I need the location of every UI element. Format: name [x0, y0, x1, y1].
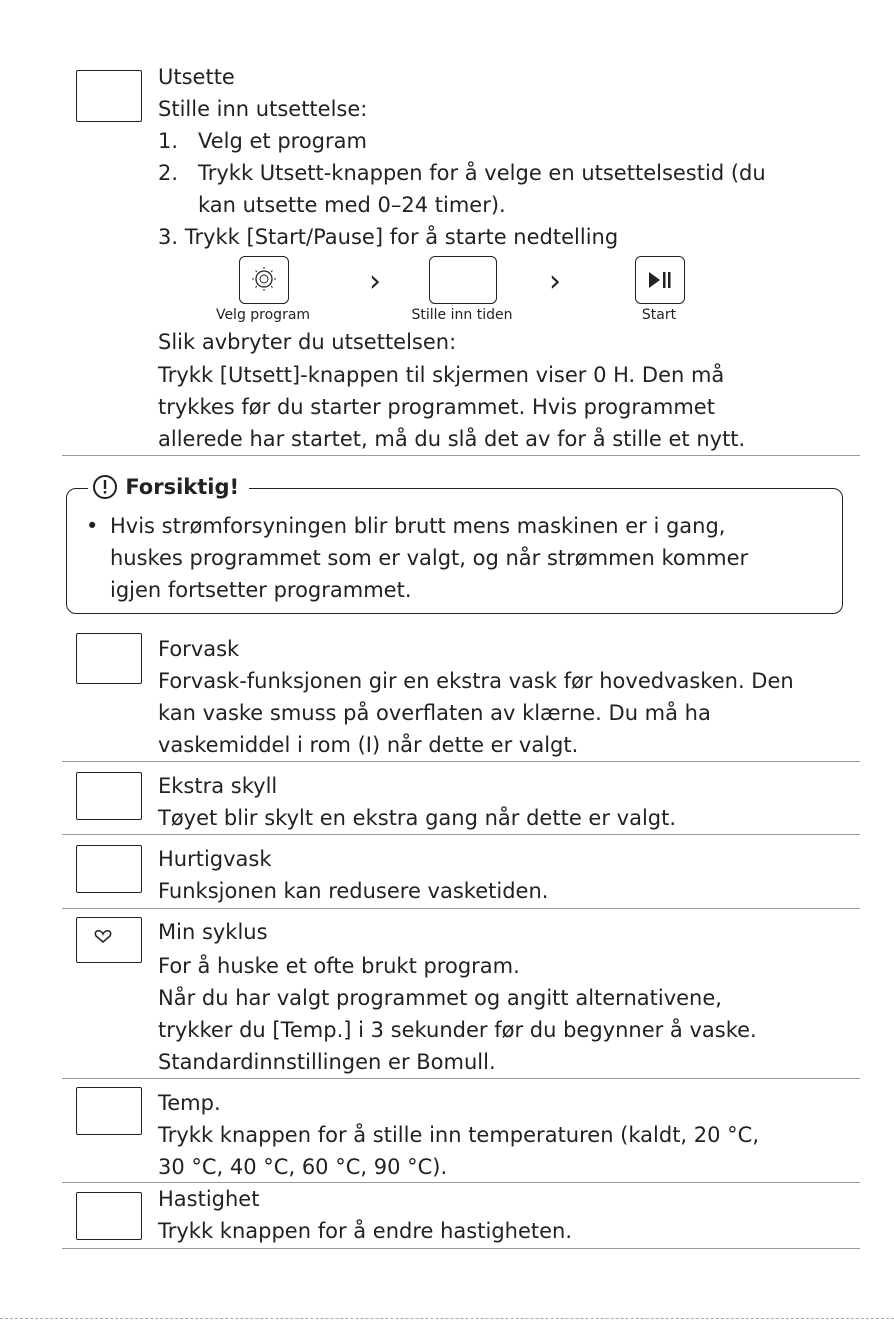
my-cycle-line: trykker du [Temp.] i 3 sekunder før du begynner å vaske.: [158, 1018, 757, 1042]
temp-line: 30 °C, 40 °C, 60 °C, 90 °C).: [158, 1155, 448, 1179]
flow-label-time: Stille inn tiden: [411, 307, 513, 323]
caution-line: huskes programmet som er valgt, og når strømmen kommer: [110, 546, 749, 570]
program-dial-button: [239, 256, 289, 304]
prewash-line: Forvask-funksjonen gir en ekstra vask før hovedvasken. Den: [158, 669, 794, 693]
warning-circle-icon: [92, 474, 118, 500]
delay-step-3: 3. Trykk [Start/Pause] for å starte nedtelling: [158, 225, 619, 249]
delay-subtitle: Stille inn utsettelse:: [158, 97, 368, 121]
caution-line: Hvis strømforsyningen blir brutt mens maskinen er i gang,: [110, 514, 726, 538]
program-dial-icon: [240, 257, 288, 303]
divider: [62, 834, 860, 835]
divider: [62, 455, 860, 456]
quick-wash-title: Hurtigvask: [158, 847, 272, 871]
my-cycle-line: Når du har valgt programmet og angitt alternativene,: [158, 986, 722, 1010]
chevron-right-icon: ›: [369, 264, 381, 299]
my-cycle-line: For å huske et ofte brukt program.: [158, 954, 520, 978]
divider: [62, 1078, 860, 1079]
delay-cancel-title: Slik avbryter du utsettelsen:: [158, 330, 457, 354]
heart-icon: [77, 918, 141, 962]
quick-wash-line: Funksjonen kan redusere vasketiden.: [158, 879, 549, 903]
extra-rinse-line: Tøyet blir skylt en ekstra gang når dette er valgt.: [158, 806, 677, 830]
speed-button-icon: [76, 1192, 142, 1240]
delay-button-icon: [76, 70, 142, 122]
delay-title: Utsette: [158, 65, 235, 89]
page-cut-line: [0, 1318, 894, 1319]
prewash-title: Forvask: [158, 637, 240, 661]
flow-label-start: Start: [641, 307, 677, 323]
start-pause-button: [635, 256, 685, 304]
delay-cancel-line: allerede har startet, må du slå det av for å stille et nytt.: [158, 427, 746, 451]
prewash-line: vaskemiddel i rom (I) når dette er valgt.: [158, 733, 579, 757]
speed-title: Hastighet: [158, 1187, 260, 1211]
my-cycle-title: Min syklus: [158, 920, 268, 944]
chevron-right-icon: ›: [549, 264, 561, 299]
temp-title: Temp.: [158, 1091, 221, 1115]
extra-rinse-title: Ekstra skyll: [158, 774, 278, 798]
delay-cancel-line: Trykk [Utsett]-knappen til skjermen viser 0 H. Den må: [158, 363, 725, 387]
extra-rinse-button-icon: [76, 772, 142, 820]
prewash-button-icon: [76, 633, 142, 684]
temp-button-icon: [76, 1087, 142, 1135]
speed-line: Trykk knappen for å endre hastigheten.: [158, 1219, 573, 1243]
my-cycle-line: Standardinnstillingen er Bomull.: [158, 1050, 496, 1074]
play-pause-icon: [636, 257, 684, 303]
divider: [62, 761, 860, 762]
my-cycle-button-icon: [76, 917, 142, 963]
quick-wash-button-icon: [76, 845, 142, 893]
bullet-dot: •: [86, 514, 99, 538]
divider: [62, 908, 860, 909]
divider: [62, 1248, 860, 1249]
prewash-line: kan vaske smuss på overflaten av klærne. Du må ha: [158, 701, 711, 725]
caution-title: Forsiktig!: [125, 475, 240, 499]
set-time-button: [429, 256, 497, 304]
delay-cancel-line: trykkes før du starter programmet. Hvis programmet: [158, 395, 715, 419]
caution-line: igjen fortsetter programmet.: [110, 578, 412, 602]
flow-label-program: Velg program: [215, 307, 311, 323]
caution-heading: [88, 472, 249, 502]
temp-line: Trykk knappen for å stille inn temperaturen (kaldt, 20 °C,: [158, 1123, 760, 1147]
